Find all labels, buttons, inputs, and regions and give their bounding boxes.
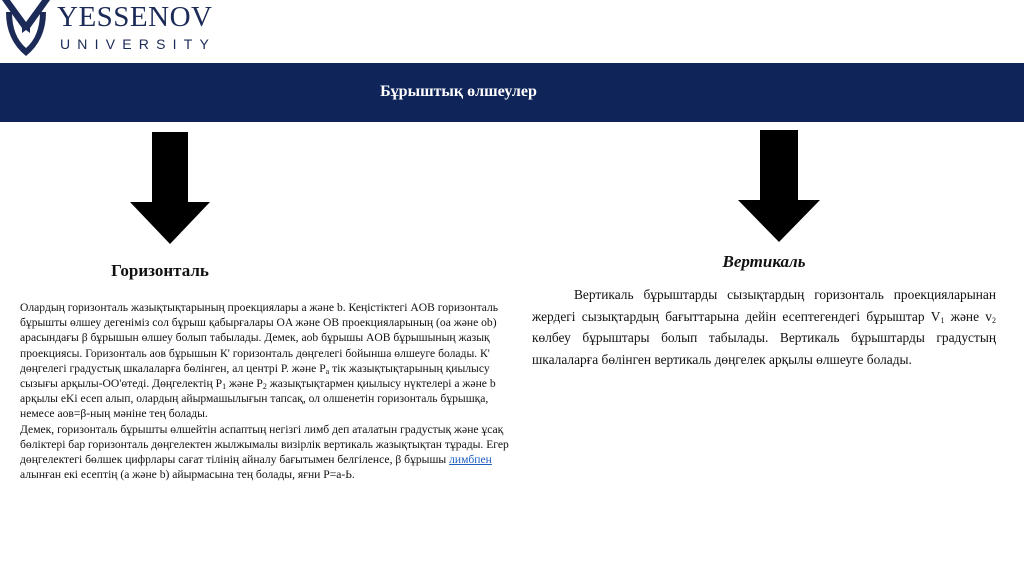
logo-name: YESSENOV bbox=[57, 1, 213, 33]
down-arrow-icon bbox=[130, 132, 210, 244]
vertical-description bbox=[532, 284, 996, 370]
horizontal-paragraph-1: Олардың горизонталь жазықтықтарының проекциялары a және b. Кеңістіктегі AOB горизонталь бұрышты өлшеу дегеніміз сол бұрыш қабырғалары OA және OB проекцияларының (оа және оb) арасындағы β бұрышын өлшеу болып табылады. Демек, аоb бұрышы AOB бұрышының жазық проекциясы. Горизонталь аов бұрышын К' горизонталь дөңгелегі бойынша өлшеуге болады. К' дөңгелегі градустық шкалаларға бөлінген, ал центрі P. және $P_a$ тік жазықтықтарының қиылысу сызығы арқылы-ОО'өтеді. Дөңгелектің $P_1$ және $P_2$ жазықтықтармен қиылысу нүктелері a және b арқылы eKi есеп алып, олардың айырмашылығын тапсақ, ол олшенетін горизонталь бұрышқа, немесе аов=β-ның мәніне тең болады. bbox=[20, 301, 499, 421]
yessenov-emblem-icon bbox=[0, 0, 52, 60]
vertical-paragraph: Вертикаль бұрыштарды сызықтардың горизонталь проекцияларынан жердегі сызықтардың бағыттарына дейін есептегендегі бұрыштар $V_1$ және $v_2$ көлбеу бұрыштары болып табылады. Вертикаль бұрыштарды градустың шкалаларға бөлінген вертикаль дөңгелек арқылы өлшеуге болады. bbox=[532, 287, 996, 367]
vertical-heading: Вертикаль bbox=[722, 252, 806, 271]
logo-subtitle: UNIVERSITY bbox=[60, 36, 217, 52]
limb-link[interactable]: лимбпен bbox=[449, 453, 492, 467]
university-logo bbox=[0, 0, 220, 60]
horizontal-description bbox=[20, 300, 520, 482]
horizontal-heading: Горизонталь bbox=[111, 261, 209, 280]
slide-title: Бұрыштық өлшеулер bbox=[380, 83, 537, 100]
horizontal-paragraph-2: Демек, горизонталь бұрышты өлшейтін аспаптың негізгі лимб деп аталатын градустық және ұсақ бөліктері бар горизонталь дөңгелектен жылжымалы визірлік вертикаль жазықтықтан тұрады. Егер дөңгелектегі бөлшек цифрлары сағат тілінің айналу бағытымен белгіленсе, β бұрышы лимбпен алынған екі есептің (a және b) айырмасына тең болады, яғни P=a-Ь. bbox=[20, 422, 509, 482]
down-arrow-icon bbox=[738, 130, 820, 242]
title-banner bbox=[0, 63, 1024, 122]
